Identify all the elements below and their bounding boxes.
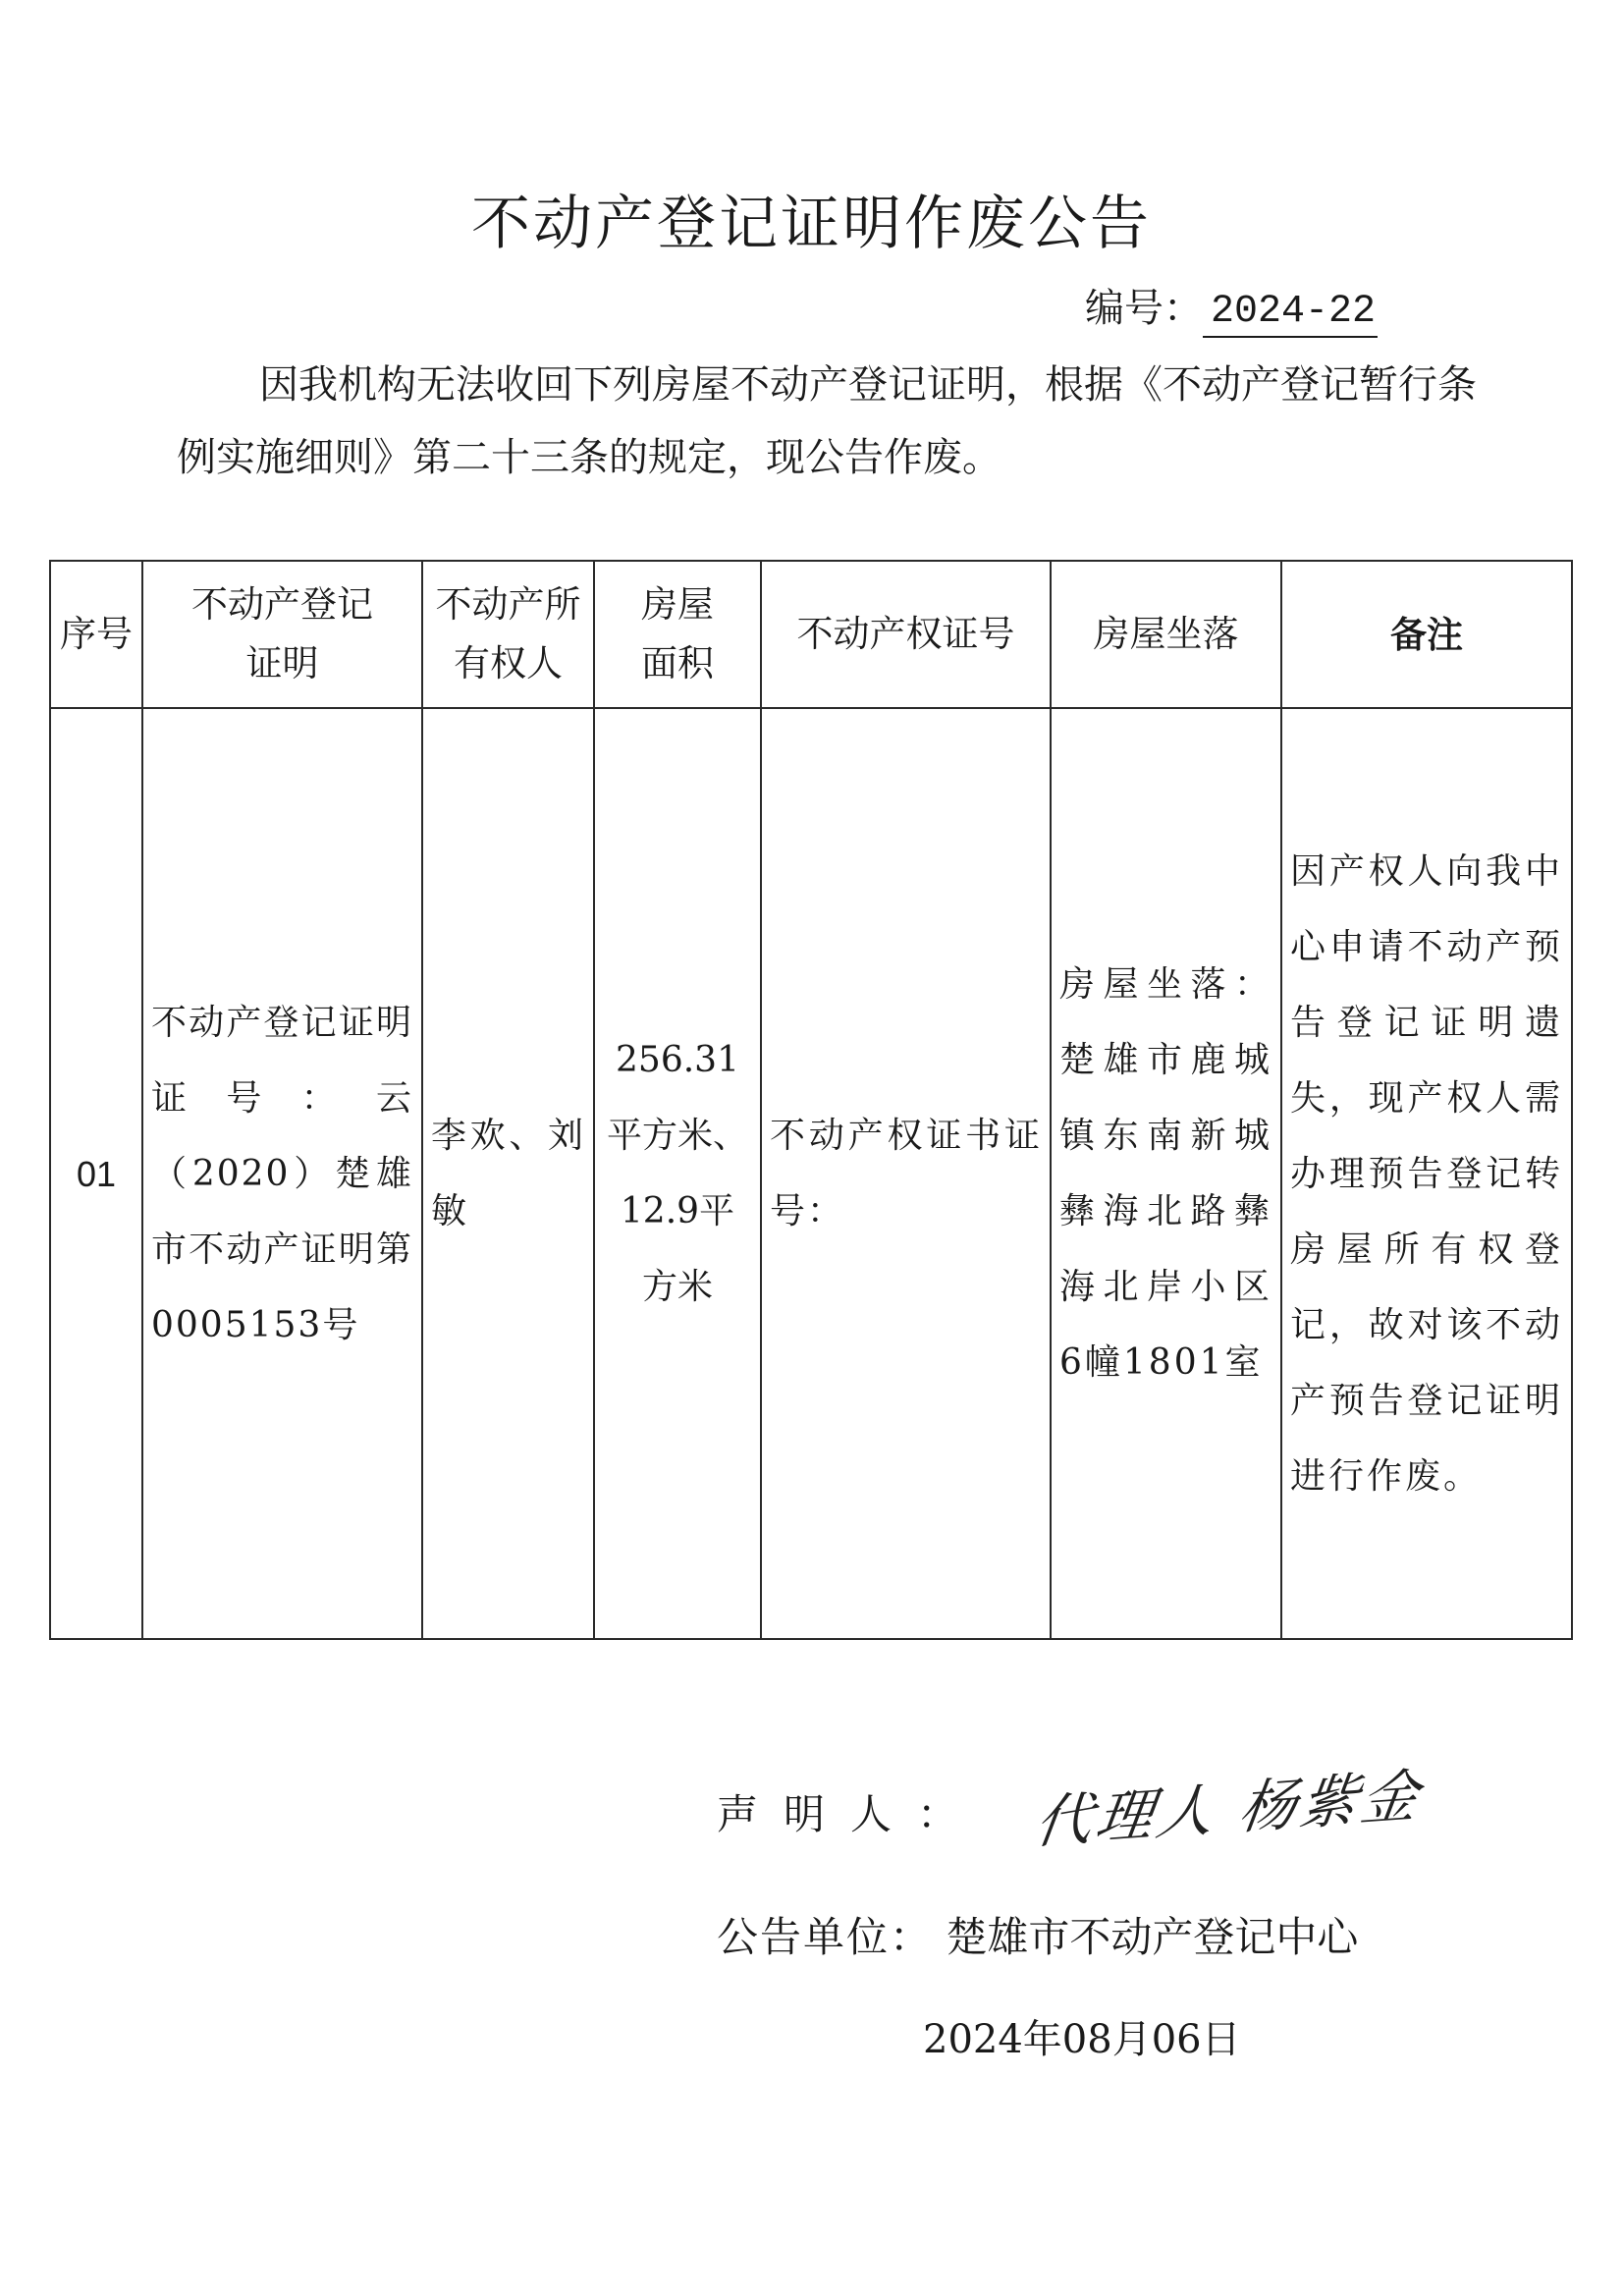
table-header-row — [50, 561, 1572, 708]
notice-date: 2024年08月06日 — [923, 2017, 1241, 2062]
header-seq: 序号 — [50, 561, 142, 708]
cell-owner: 李欢、刘敏 — [422, 708, 594, 1639]
document-number-label: 编号： — [1085, 286, 1203, 331]
organization-line — [717, 1905, 1358, 1964]
cell-cert-no: 不动产权证书证号： — [761, 708, 1051, 1639]
document-number-value: 2024-22 — [1203, 290, 1378, 338]
header-cert: 不动产登记证明 — [142, 561, 422, 708]
declarant-label: 声明人： — [717, 1790, 985, 1838]
document-number — [1085, 277, 1378, 338]
declarant-line — [717, 1761, 1428, 1857]
handwritten-signature: 代理人 杨紫金 — [1031, 1761, 1428, 1857]
table-row — [50, 708, 1572, 1639]
organization-label: 公告单位： — [717, 1913, 934, 1961]
organization-value: 楚雄市不动产登记中心 — [946, 1913, 1359, 1961]
header-location: 房屋坐落 — [1051, 561, 1281, 708]
cell-seq: 01 — [50, 708, 142, 1639]
cell-note: 因产权人向我中心申请不动产预告登记证明遗失，现产权人需办理预告登记转房屋所有权登记，故对该不动产预告登记证明进行作废。 — [1281, 708, 1572, 1639]
cell-cert: 不动产登记证明证号：云（2020）楚雄市不动产证明第0005153号 — [142, 708, 422, 1639]
page-title: 不动产登记证明作废公告 — [471, 190, 1152, 258]
header-owner: 不动产所有权人 — [422, 561, 594, 708]
header-cert-no: 不动产权证号 — [761, 561, 1051, 708]
header-note: 备注 — [1281, 561, 1572, 708]
cell-area: 256.31平方米、12.9平方米 — [594, 708, 761, 1639]
header-area: 房屋面积 — [594, 561, 761, 708]
intro-paragraph: 因我机构无法收回下列房屋不动产登记证明，根据《不动产登记暂行条例实施细则》第二十三条的规定，现公告作废。 — [177, 362, 1477, 480]
notice-table — [49, 560, 1573, 1640]
cell-location: 房屋坐落：楚雄市鹿城镇东南新城彝海北路彝海北岸小区6幢1801室 — [1051, 708, 1281, 1639]
